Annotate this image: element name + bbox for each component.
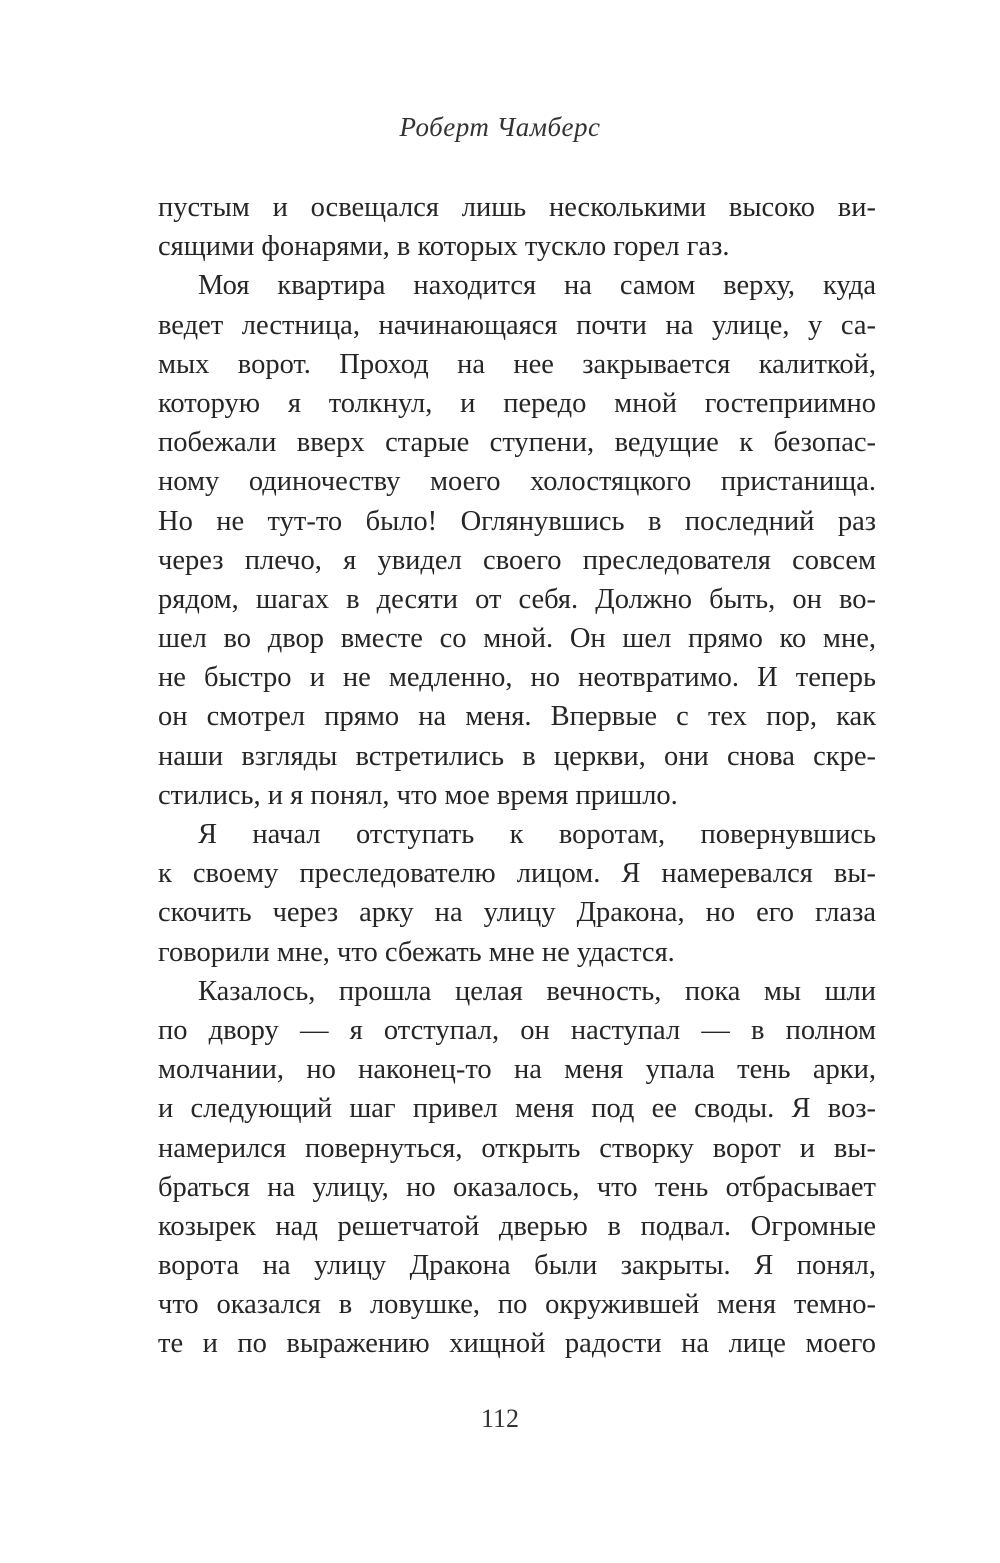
text-line: Казалось, прошла целая вечность, пока мы шли (198, 975, 876, 1007)
text-line: пустым и освещался лишь несколькими высоко ви- (158, 192, 876, 223)
text-line: он смотрел прямо на меня. Впервые с тех пор, как (158, 701, 876, 733)
text-line: говорили мне, что сбежать мне не удастся. (158, 936, 675, 968)
text-line: которую я толкнул, и передо мной гостеприимно (158, 387, 876, 419)
body-text (158, 188, 876, 1364)
page-number: 112 (480, 1404, 520, 1433)
text-line: ворота на улицу Дракона были закрыты. Я понял, (158, 1250, 876, 1282)
running-head-author: Роберт Чамберс (399, 112, 601, 142)
text-line: мых ворот. Проход на нее закрывается калиткой, (158, 348, 876, 380)
text-line: ведет лестница, начинающаяся почти на улице, у са- (158, 309, 876, 341)
text-line: Моя квартира находится на самом верху, куда (198, 270, 876, 302)
text-line: ному одиночеству моего холостяцкого пристанища. (158, 466, 876, 498)
text-line: намерился повернуться, открыть створку ворот и вы- (158, 1132, 876, 1164)
text-line: браться на улицу, но оказалось, что тень отбрасывает (158, 1171, 876, 1203)
text-line: Но не тут-то было! Оглянувшись в последний раз (158, 505, 876, 537)
text-line: молчании, но наконец-то на меня упала тень арки, (158, 1054, 876, 1086)
text-line: Я начал отступать к воротам, повернувшись (198, 819, 876, 850)
text-line: что оказался в ловушке, по окружившей меня темно- (158, 1289, 876, 1321)
text-line: через плечо, я увидел своего преследователя совсем (158, 544, 876, 576)
text-line: скочить через арку на улицу Дракона, но его глаза (158, 897, 876, 929)
text-line: сящими фонарями, в которых тускло горел газ. (158, 231, 730, 263)
text-line: побежали вверх старые ступени, ведущие к безопас- (158, 427, 876, 459)
text-line: к своему преследователю лицом. Я намеревался вы- (158, 858, 876, 890)
text-line: те и по выражению хищной радости на лице моего (158, 1328, 876, 1360)
text-line: козырек над решетчатой дверью в подвал. Огромные (158, 1210, 876, 1242)
text-line: не быстро и не медленно, но неотвратимо. И теперь (158, 662, 876, 694)
text-line: по двору — я отступал, он наступал — в полном (158, 1014, 876, 1046)
text-line: и следующий шаг привел меня под ее своды. Я воз- (158, 1093, 876, 1125)
text-line: стились, и я понял, что мое время пришло. (158, 779, 678, 811)
text-line: рядом, шагах в десяти от себя. Должно быть, он во- (158, 583, 876, 615)
text-line: наши взгляды встретились в церкви, они снова скре- (158, 740, 876, 772)
text-line: шел во двор вместе со мной. Он шел прямо ко мне, (158, 623, 876, 655)
